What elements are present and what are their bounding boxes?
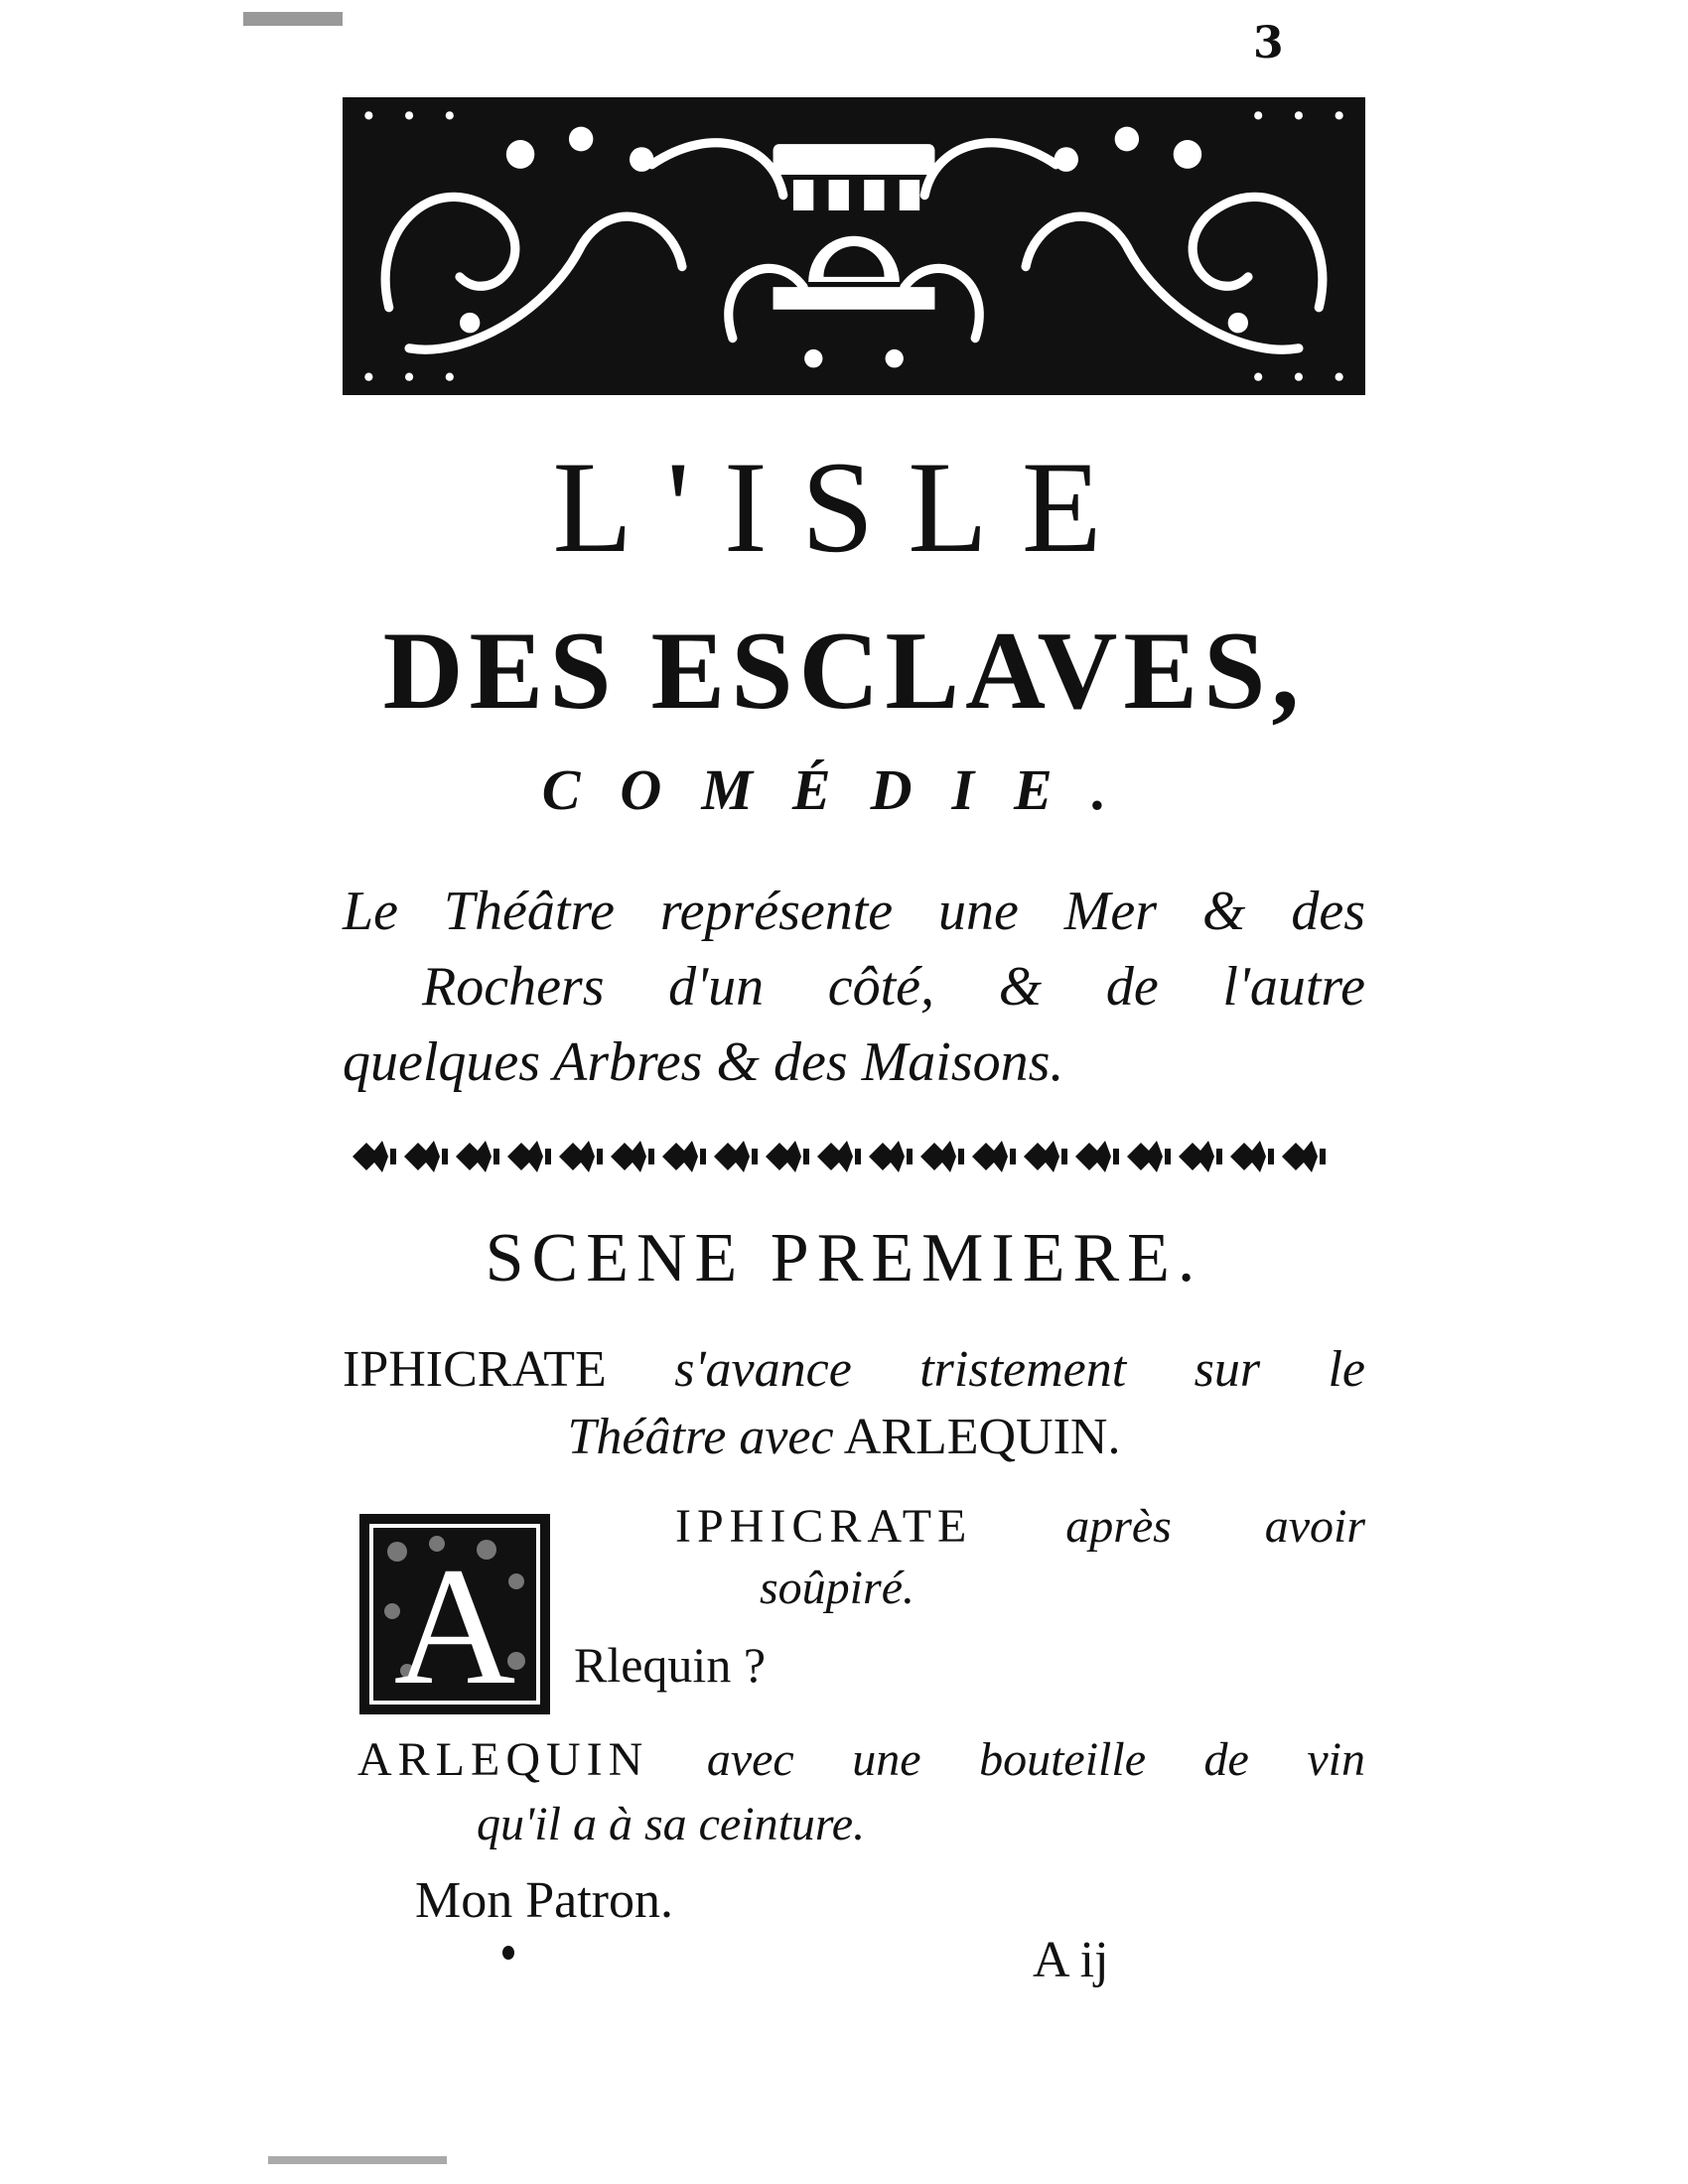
stage-direction: [343, 874, 1365, 1100]
speaker-line-1: [675, 1499, 1365, 1554]
speech-text: Rlequin ?: [574, 1637, 767, 1693]
speaker-name-2: ARLEQUIN: [357, 1733, 649, 1786]
speech-text-2: Mon Patron.: [415, 1872, 673, 1929]
scan-artifact-top: [243, 12, 343, 26]
character-direction-line-2: [0, 1408, 1688, 1466]
signature-mark: A ij: [1033, 1932, 1109, 1988]
character-name-2: ARLEQUIN.: [843, 1409, 1121, 1465]
stage-direction-line-2: Rochers d'un côté, & de l'autre: [422, 956, 1365, 1018]
title-line-1: L'ISLE: [552, 434, 1136, 580]
speaker-line-2: [357, 1732, 1365, 1787]
speaker-name: IPHICRATE: [675, 1500, 973, 1553]
character-direction-line-1: [343, 1340, 1365, 1399]
scene-heading: SCENE PREMIERE.: [485, 1220, 1203, 1297]
stage-direction-line-3: quelques Arbres & des Maisons.: [343, 1031, 1064, 1093]
genre-label: COMÉDIE.: [541, 757, 1147, 822]
character-direction-text: s'avance tristement sur le: [674, 1341, 1365, 1398]
character-name: IPHICRATE: [343, 1341, 607, 1398]
ink-dot: [502, 1946, 514, 1960]
character-direction-text-2: Théâtre avec: [567, 1409, 834, 1465]
scan-artifact-bottom: [268, 2156, 447, 2164]
fleuron-rule: [352, 1127, 1355, 1186]
page-number: 3: [1253, 18, 1284, 68]
speaker-direction-2: avec une bouteille de vin: [706, 1733, 1365, 1786]
drop-cap-ornament: [359, 1514, 550, 1719]
drop-cap-letter: A: [393, 1533, 516, 1719]
speaker-direction-cont-2: qu'il a à sa ceinture.: [477, 1798, 866, 1850]
title-line-2: DES ESCLAVES,: [382, 610, 1306, 733]
stage-direction-line-1: Le Théâtre représente une Mer & des: [343, 881, 1365, 942]
headpiece-ornament: [343, 97, 1365, 395]
speaker-direction-cont: soûpiré.: [760, 1562, 914, 1614]
speaker-direction: après avoir: [1065, 1500, 1366, 1553]
